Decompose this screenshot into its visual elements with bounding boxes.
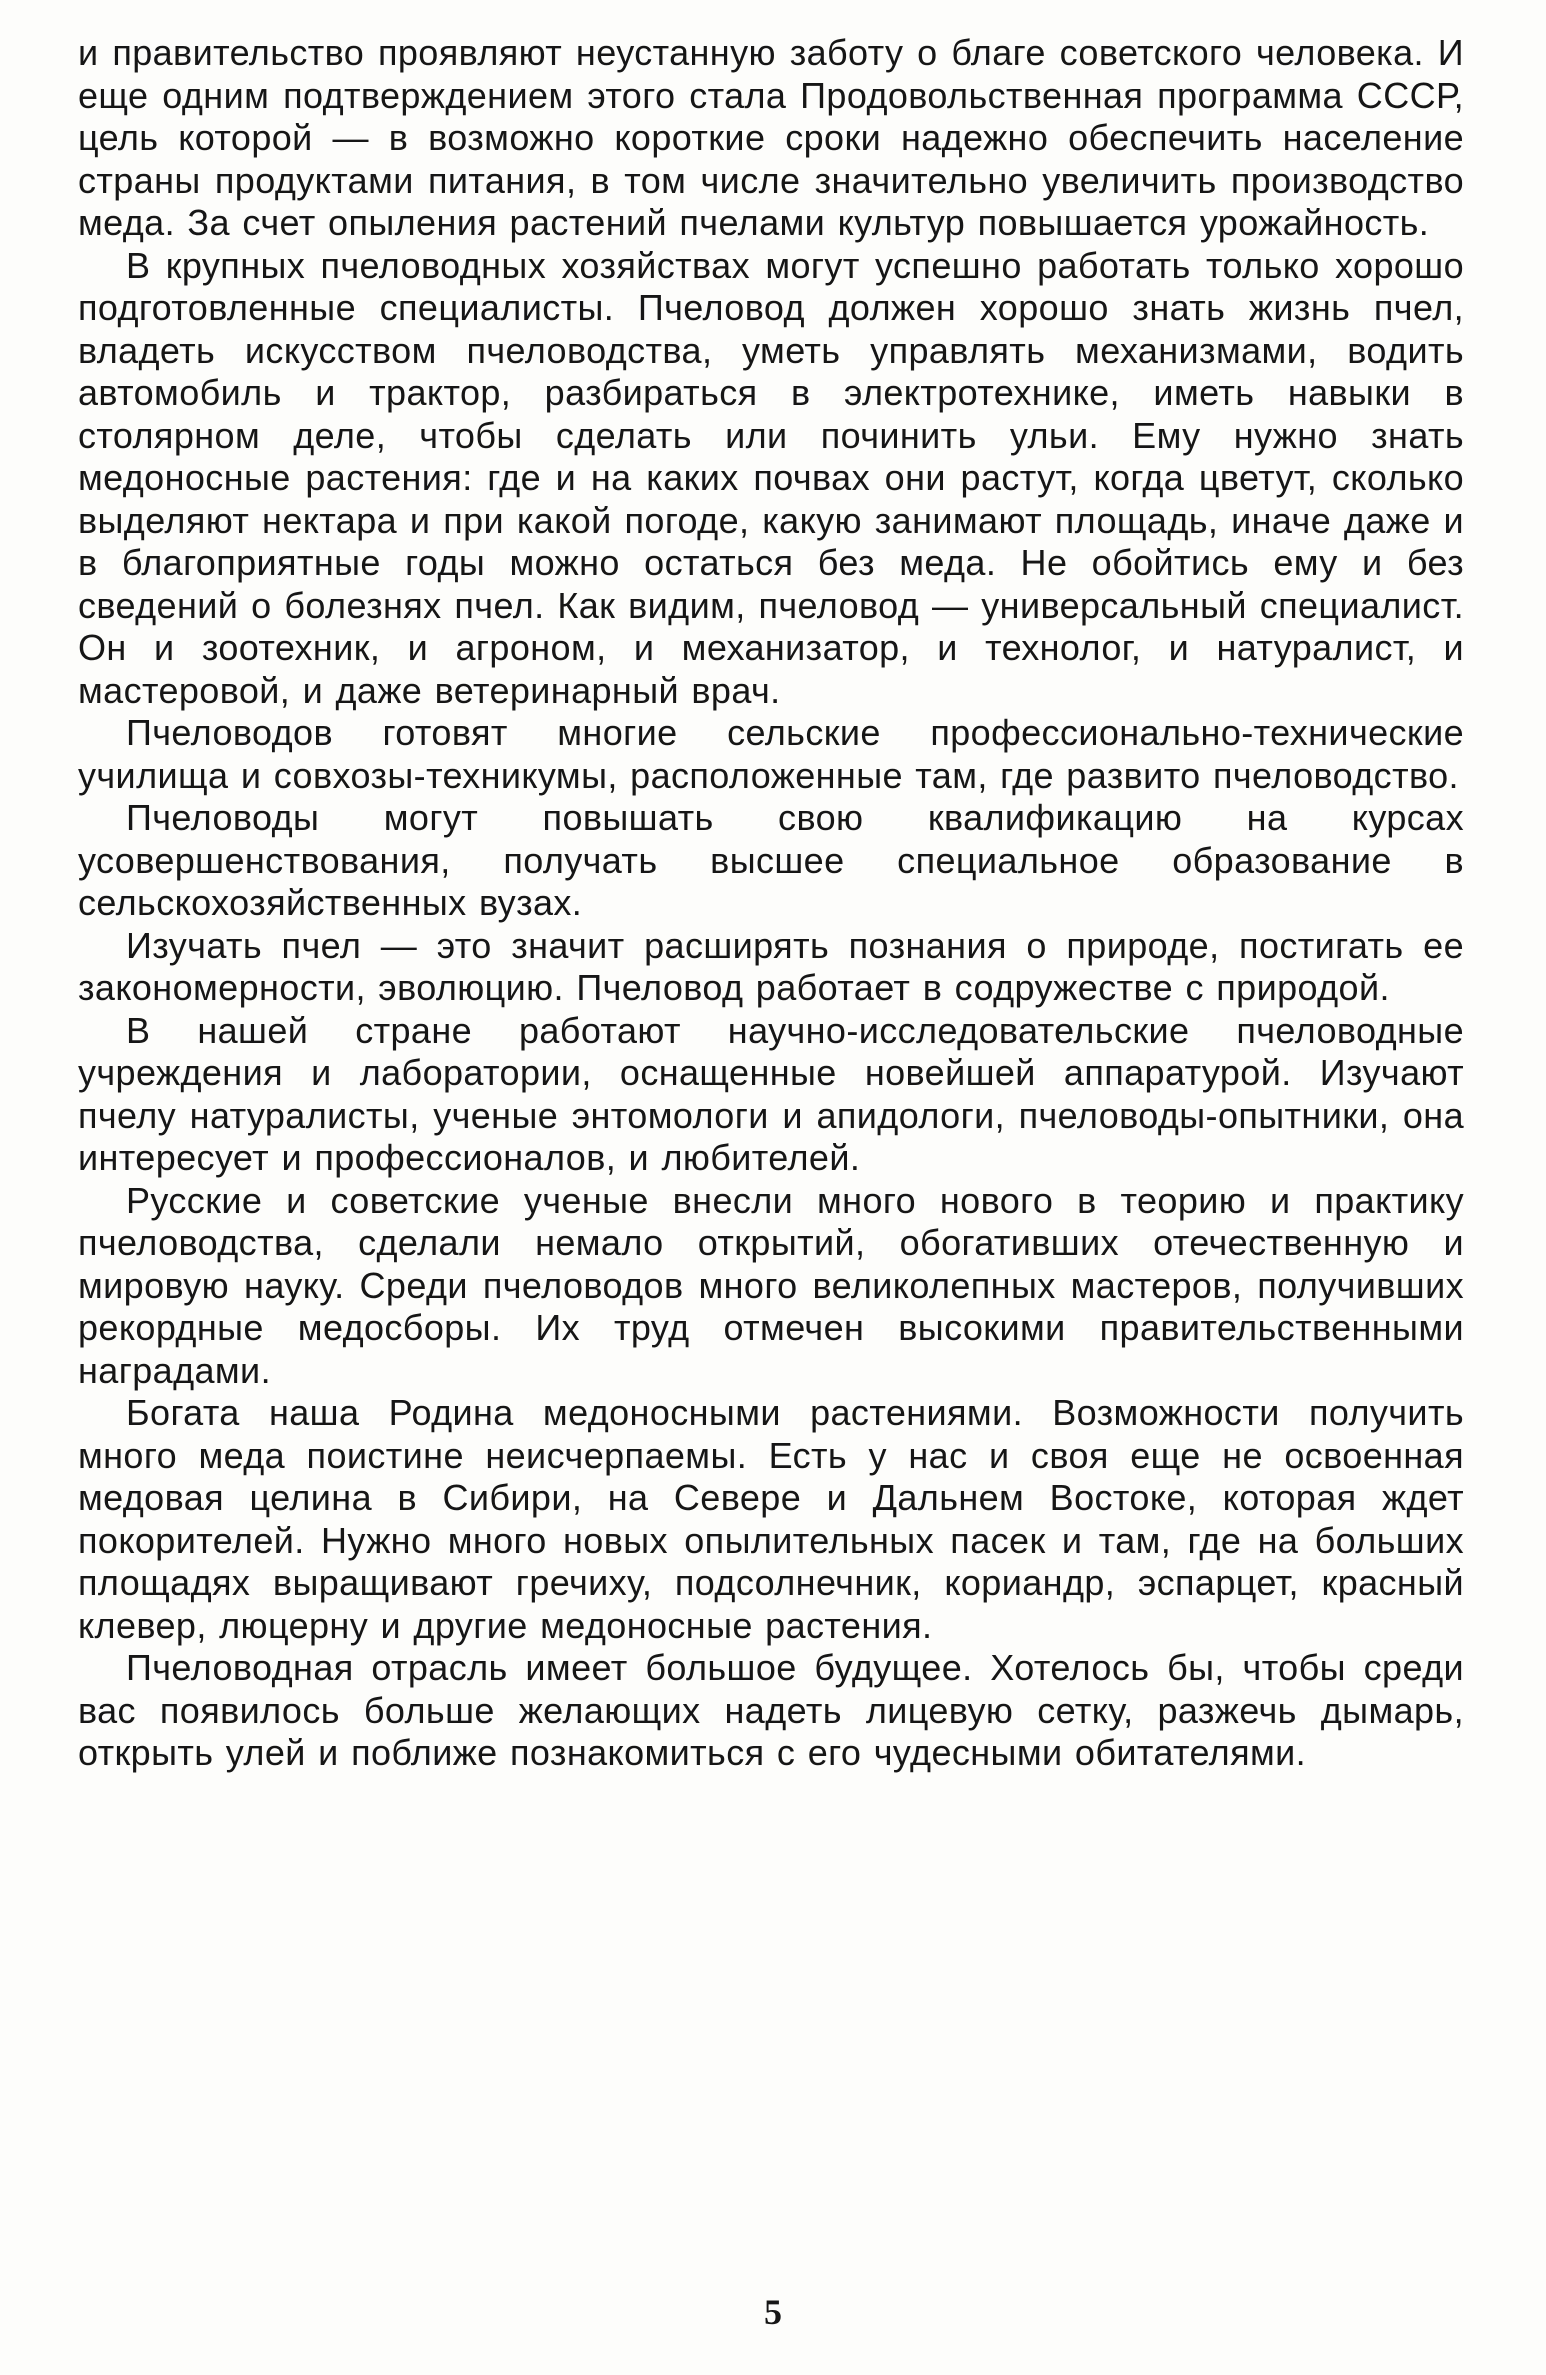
paragraph: Изучать пчел — это значит расширять познания о природе, постигать ее закономерности, эволюцию. Пчеловод работает в содружестве с природой. [78, 924, 1464, 1008]
page-number: 5 [764, 2292, 782, 2332]
paragraph: В нашей стране работают научно-исследовательские пчеловодные учреждения и лаборатории, оснащенные новейшей аппаратурой. Изучают пчелу натуралисты, ученые энтомологи и апидологи, пчеловоды-опытники, она интересует и профессионалов, и любителей. [78, 1009, 1464, 1178]
paragraph: и правительство проявляют неустанную заботу о благе советского человека. И еще одним подтверждением этого стала Продовольственная программа СССР, цель которой — в возможно короткие сроки надежно обеспечить население страны продуктами питания, в том числе значительно увеличить производство меда. За счет опыления растений пчелами культур повышается урожайность. [78, 32, 1464, 243]
paragraph: Пчеловоды могут повышать свою квалификацию на курсах усовершенствования, получать высшее специальное образование в сельскохозяйственных вузах. [78, 797, 1464, 923]
paragraph: Русские и советские ученые внесли много нового в теорию и практику пчеловодства, сделали немало открытий, обогативших отечественную и мировую науку. Среди пчеловодов много великолепных мастеров, получивших рекордные медосборы. Их труд отмечен высокими правительственными наградами. [78, 1179, 1464, 1391]
paragraph: Богата наша Родина медоносными растениями. Возможности получить много меда поистине неисчерпаемы. Есть у нас и своя еще не освоенная медовая целина в Сибири, на Севере и Дальнем Востоке, которая ждет покорителей. Нужно много новых опылительных пасек и там, где на больших площадях выращивают гречиху, подсолнечник, кориандр, эспарцет, красный клевер, люцерну и другие медоносные растения. [78, 1392, 1464, 1646]
paragraph: Пчеловодов готовят многие сельские профессионально-технические училища и совхозы-техникумы, расположенные там, где развито пчеловодство. [78, 712, 1464, 796]
text-block [78, 32, 1464, 1775]
paragraph: Пчеловодная отрасль имеет большое будущее. Хотелось бы, чтобы среди вас появилось больше желающих надеть лицевую сетку, разжечь дымарь, открыть улей и поближе познакомиться с его чудесными обитателями. [78, 1647, 1464, 1773]
paragraph: В крупных пчеловодных хозяйствах могут успешно работать только хорошо подготовленные специалисты. Пчеловод должен хорошо знать жизнь пчел, владеть искусством пчеловодства, уметь управлять механизмами, водить автомобиль и трактор, разбираться в электротехнике, иметь навыки в столярном деле, чтобы сделать или починить ульи. Ему нужно знать медоносные растения: где и на каких почвах они растут, когда цветут, сколько выделяют нектара и при какой погоде, какую занимают площадь, иначе даже и в благоприятные годы можно остаться без меда. Не обойтись ему и без сведений о болезнях пчел. Как видим, пчеловод — универсальный специалист. Он и зоотехник, и агроном, и механизатор, и технолог, и натуралист, и мастеровой, и даже ветеринарный врач. [78, 244, 1464, 711]
